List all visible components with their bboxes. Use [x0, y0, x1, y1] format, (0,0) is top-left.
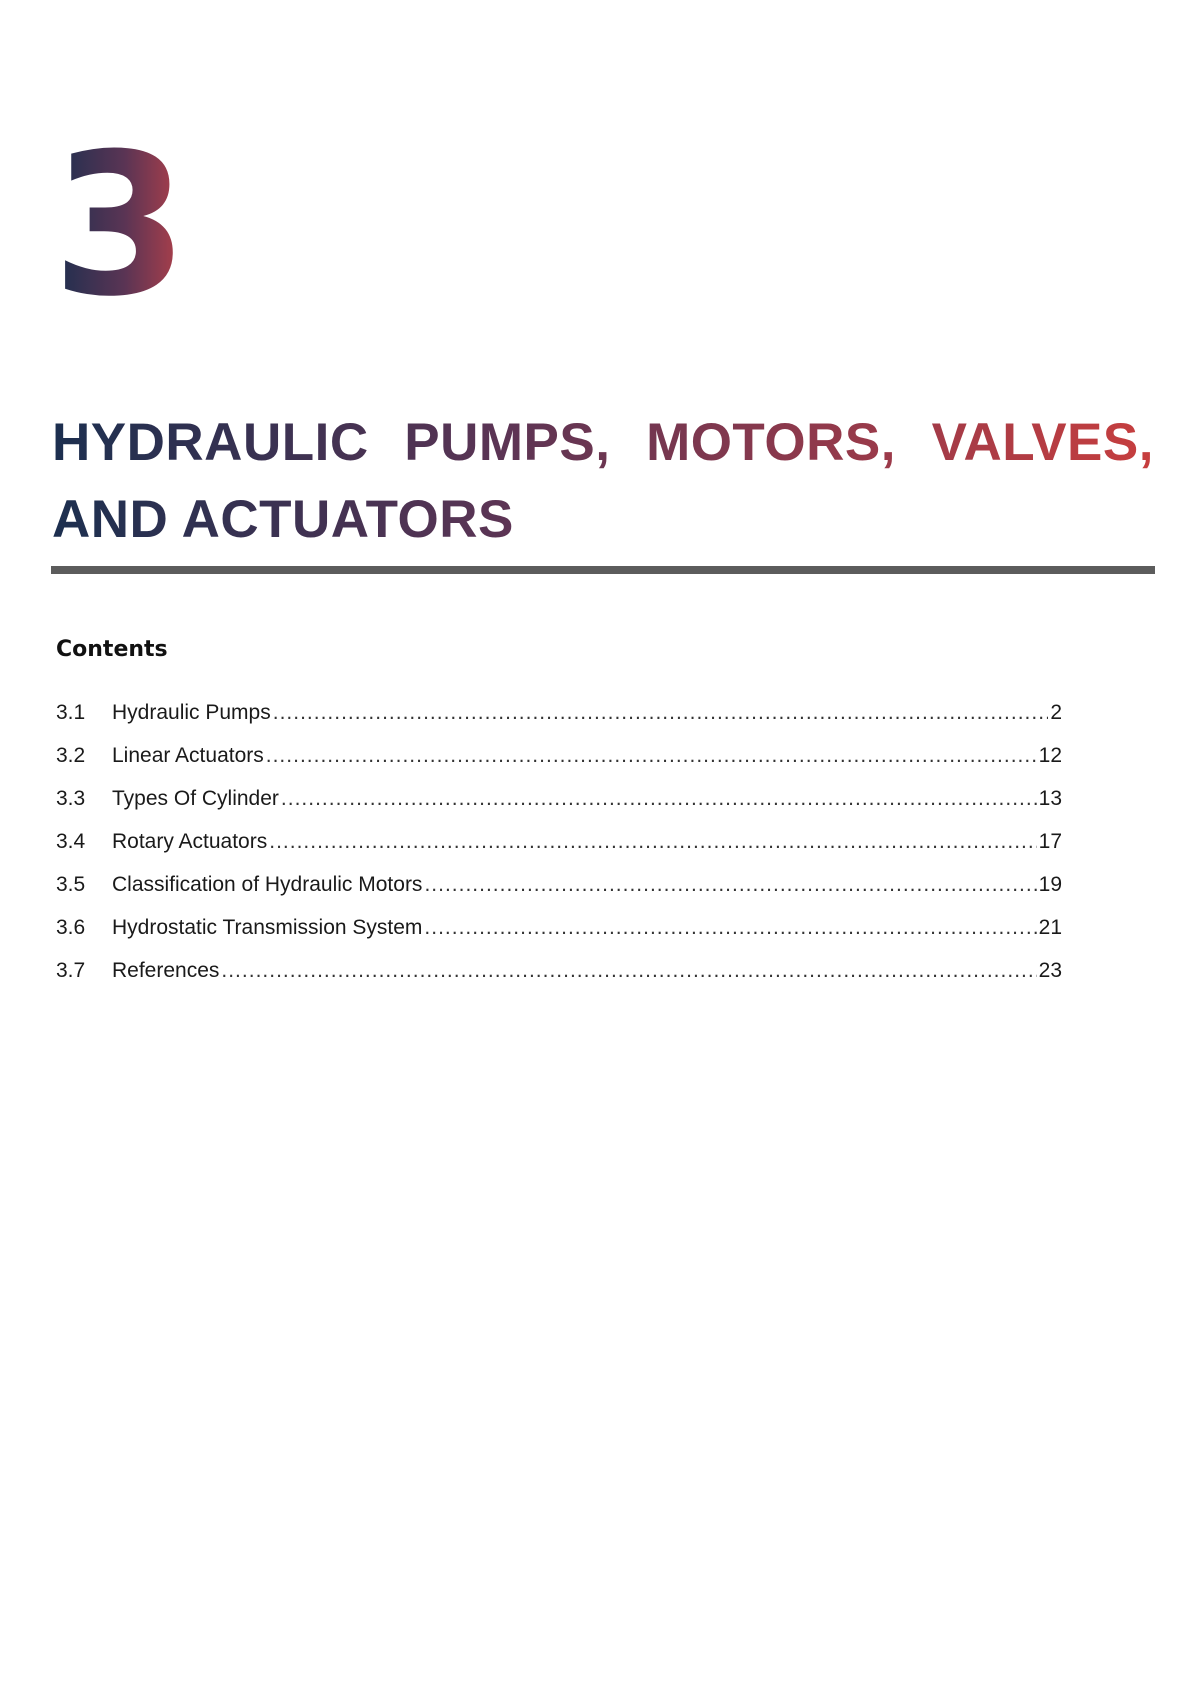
chapter-title-word: HYDRAULIC	[52, 413, 369, 472]
chapter-title	[52, 404, 1154, 558]
toc-entry[interactable]	[56, 741, 1062, 784]
toc-entry-page: 23	[1038, 959, 1062, 982]
toc-entry[interactable]	[56, 827, 1062, 870]
toc-entry[interactable]	[56, 784, 1062, 827]
chapter-title-word: VALVES,	[931, 413, 1154, 472]
toc-entry-page: 17	[1038, 830, 1062, 853]
toc-entry[interactable]	[56, 956, 1062, 999]
chapter-title-line-1	[52, 404, 1154, 481]
toc-dot-leader	[273, 698, 1049, 728]
toc-entry-number: 3.5	[56, 873, 86, 896]
toc-entry-label: Types Of Cylinder	[112, 787, 279, 810]
toc-entry-page: 13	[1038, 787, 1062, 810]
toc-entry-page: 19	[1038, 873, 1062, 896]
toc-entry-label: Classification of Hydraulic Motors	[112, 873, 423, 896]
toc-entry[interactable]	[56, 913, 1062, 956]
table-of-contents	[56, 698, 1062, 999]
toc-entry-number: 3.3	[56, 787, 86, 810]
toc-entry-number: 3.1	[56, 701, 86, 724]
toc-entry-label: Hydrostatic Transmission System	[112, 916, 423, 939]
title-divider	[51, 566, 1155, 574]
toc-entry-label: Hydraulic Pumps	[112, 701, 271, 724]
toc-dot-leader	[269, 827, 1036, 857]
contents-heading: Contents	[56, 637, 168, 662]
toc-dot-leader	[424, 913, 1036, 943]
toc-dot-leader	[281, 784, 1037, 814]
toc-entry-number: 3.6	[56, 916, 86, 939]
toc-entry[interactable]	[56, 698, 1062, 741]
toc-entry-number: 3.2	[56, 744, 86, 767]
toc-dot-leader	[266, 741, 1037, 771]
toc-dot-leader	[221, 956, 1036, 986]
toc-entry-number: 3.4	[56, 830, 86, 853]
chapter-number: 3	[52, 112, 185, 340]
toc-entry-label: References	[112, 959, 220, 982]
toc-entry[interactable]	[56, 870, 1062, 913]
chapter-title-word: PUMPS,	[404, 413, 611, 472]
chapter-title-word: MOTORS,	[646, 413, 896, 472]
toc-entry-label: Rotary Actuators	[112, 830, 268, 853]
toc-entry-page: 12	[1038, 744, 1062, 767]
toc-entry-page: 2	[1050, 701, 1062, 724]
toc-entry-label: Linear Actuators	[112, 744, 264, 767]
toc-entry-number: 3.7	[56, 959, 86, 982]
chapter-title-line-2: AND ACTUATORS	[52, 490, 514, 549]
toc-dot-leader	[424, 870, 1036, 900]
toc-entry-page: 21	[1038, 916, 1062, 939]
